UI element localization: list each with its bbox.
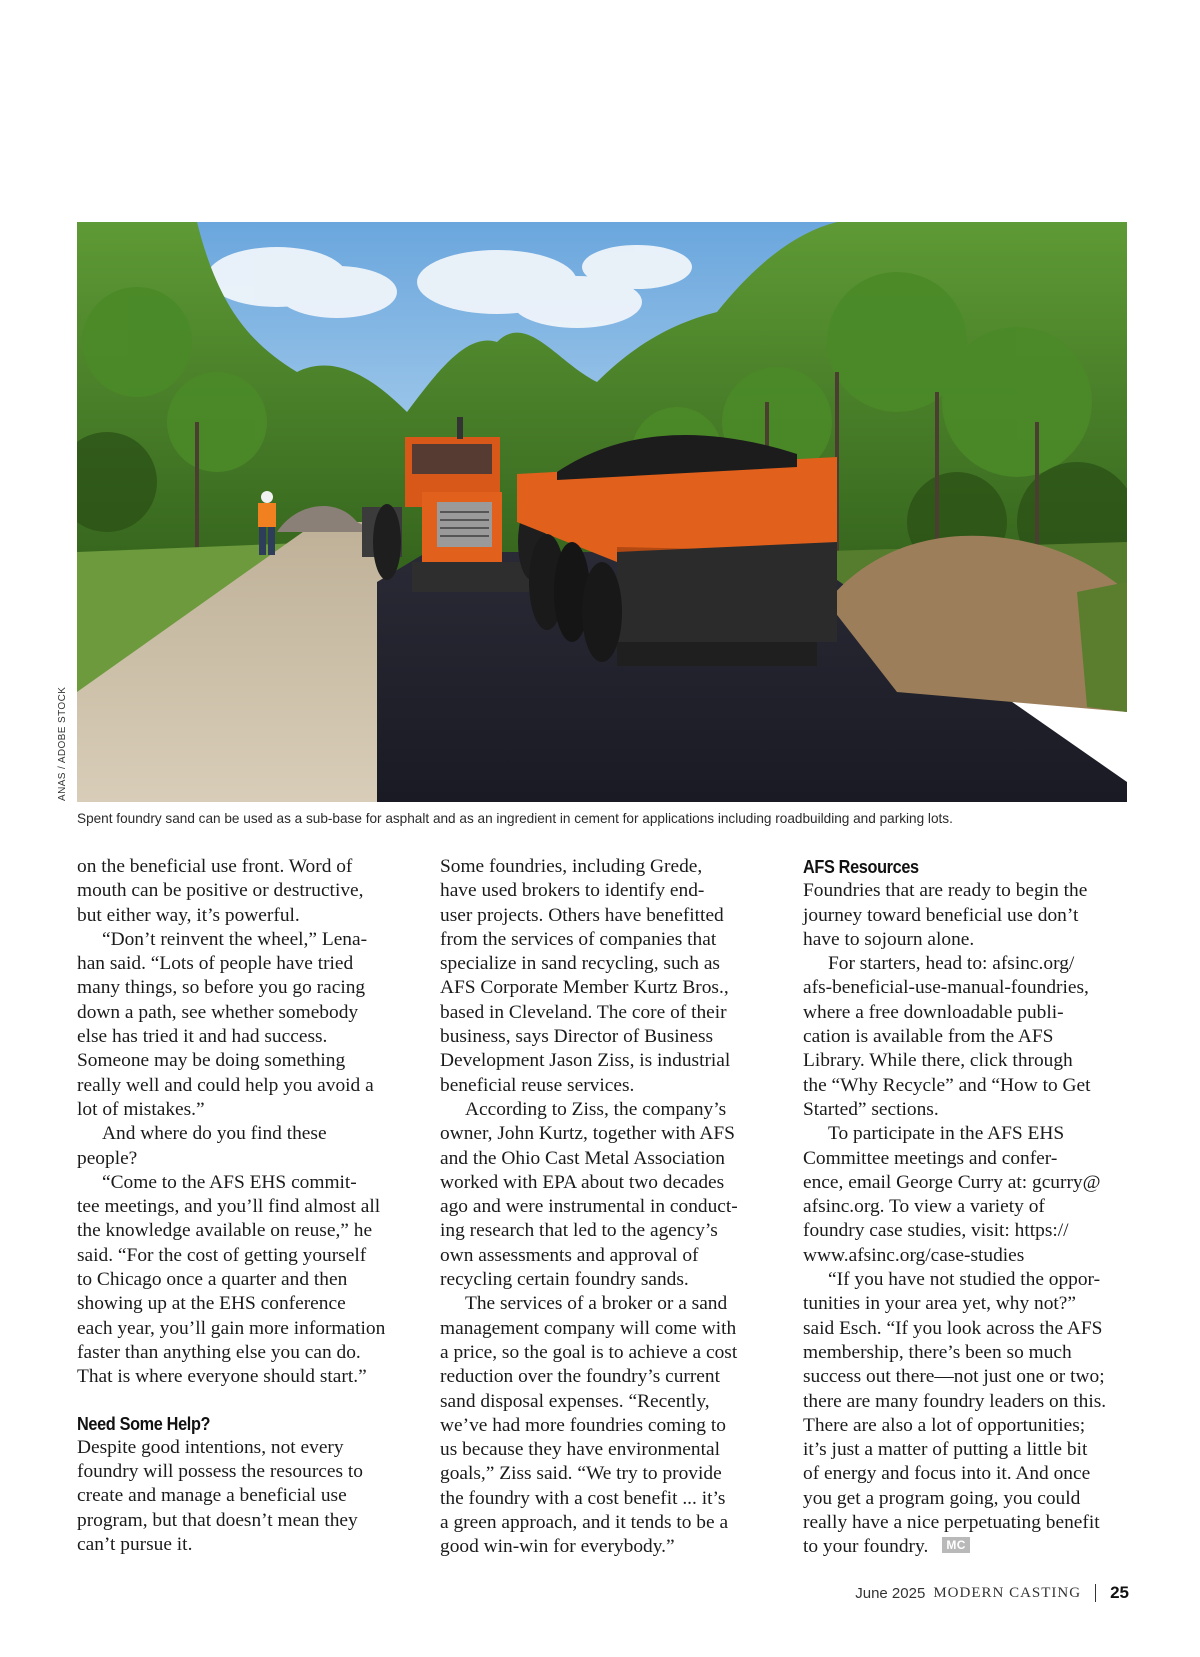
line-text: to Chicago once a quarter and then [77,1269,348,1291]
photo-caption: Spent foundry sand can be used as a sub-base for asphalt and as an ingredient in cement for applications including roadbuilding and parking lots. [77,811,953,826]
line-text: Despite good intentions, not every [77,1436,344,1458]
line-text: of energy and focus into it. And once [803,1463,1091,1485]
line-text: many things, so before you go racing [77,977,366,999]
line-text: there are many foundry leaders on this. [803,1390,1107,1412]
line-text: and the Ohio Cast Metal Association [440,1147,725,1169]
text-line [440,1341,775,1365]
text-line [803,1462,1133,1486]
line-text: Library. While there, click through [803,1050,1073,1072]
photo-credit: ANAS / ADOBE STOCK [57,686,68,801]
text-line [77,1049,409,1073]
line-text: There are also a lot of opportunities; [803,1414,1086,1436]
text-line [440,904,775,928]
line-text: reduction over the foundry’s current [440,1366,720,1388]
text-line [803,904,1133,928]
line-text: from the services of companies that [440,928,717,950]
paragraph [803,879,1133,952]
text-line [77,1533,409,1557]
line-text: showing up at the EHS conference [77,1293,346,1315]
section-heading: AFS Resources [803,856,919,877]
line-text: lot of mistakes.” [77,1098,205,1120]
line-text: faster than anything else you can do. [77,1341,361,1363]
dump-trailer [517,435,837,666]
text-line [803,1438,1133,1462]
line-text: program, but that doesn’t mean they [77,1509,358,1531]
text-line [440,1535,775,1559]
line-text: And where do you find these [102,1123,327,1145]
line-text: but either way, it’s powerful. [77,904,300,926]
line-text: else has tried it and had success. [77,1026,328,1048]
paragraph [803,952,1133,1122]
text-line [77,1317,409,1341]
line-text: it’s just a matter of putting a little bit [803,1439,1088,1461]
text-line [440,1171,775,1195]
page-number: 25 [1110,1583,1129,1602]
paragraph [440,855,775,1098]
line-text: us because they have environmental [440,1439,720,1461]
page-footer [855,1583,1129,1603]
text-line [803,1001,1133,1025]
line-text: success out there—not just one or two; [803,1366,1105,1388]
text-line [803,928,1133,952]
text-line [440,1292,775,1316]
article-photo [77,222,1127,802]
line-text: really well and could help you avoid a [77,1074,374,1096]
publication-name: MODERN CASTING [933,1584,1082,1601]
text-line [803,1049,1133,1073]
text-line [77,1484,409,1508]
line-text: can’t pursue it. [77,1534,193,1556]
text-line [77,1460,409,1484]
line-text: According to Ziss, the company’s [465,1098,727,1120]
article-column-3 [803,855,1133,1560]
text-line [803,1341,1133,1365]
line-text: the knowledge available on reuse,” he [77,1220,373,1242]
text-line [77,1268,409,1292]
paragraph [77,1171,409,1390]
text-line [77,1195,409,1219]
line-text: Committee meetings and confer- [803,1147,1058,1169]
text-line [440,1390,775,1414]
line-text: foundry will possess the resources to [77,1461,363,1483]
line-text: For starters, head to: afsinc.org/ [828,953,1075,975]
line-text: tunities in your area yet, why not?” [803,1293,1077,1315]
line-text: the foundry with a cost benefit ... it’s [440,1487,726,1509]
text-line [77,1436,409,1460]
text-line [803,976,1133,1000]
article-column-2 [440,855,775,1560]
text-line [440,855,775,879]
text-line [77,952,409,976]
text-line [440,1487,775,1511]
text-line [440,1025,775,1049]
text-line [803,952,1133,976]
line-text: tee meetings, and you’ll find almost all [77,1196,381,1218]
text-line [803,1365,1133,1389]
text-line [440,1462,775,1486]
line-text: sand disposal expenses. “Recently, [440,1390,710,1412]
paragraph [440,1098,775,1292]
text-line [440,1147,775,1171]
text-line [440,1122,775,1146]
text-line [77,1509,409,1533]
line-text: good win-win for everybody.” [440,1536,675,1558]
line-text: the “Why Recycle” and “How to Get [803,1074,1091,1096]
line-text: membership, there’s been so much [803,1341,1072,1363]
line-text: a price, so the goal is to achieve a cost [440,1341,738,1363]
line-text: “If you have not studied the oppor- [828,1269,1101,1291]
issue-date: June 2025 [855,1584,926,1602]
section-gap [77,1390,409,1412]
text-line [803,1195,1133,1219]
line-text: Someone may be doing something [77,1050,346,1072]
paragraph [77,928,409,1122]
line-text: down a path, see whether somebody [77,1001,359,1023]
text-line [77,1001,409,1025]
text-line [803,1317,1133,1341]
line-text: The services of a broker or a sand [465,1293,728,1315]
line-text: ago and were instrumental in conduct- [440,1196,738,1218]
line-text: you get a program going, you could [803,1487,1081,1509]
text-line [77,1171,409,1195]
text-line [440,1098,775,1122]
text-line [440,1049,775,1073]
text-line [440,1195,775,1219]
line-text: owner, John Kurtz, together with AFS [440,1123,735,1145]
paragraph [77,1436,409,1557]
text-line [440,976,775,1000]
text-line [803,879,1133,903]
paragraph [440,1292,775,1559]
line-text: Some foundries, including Grede, [440,856,703,877]
line-text: a green approach, and it tends to be a [440,1512,729,1534]
text-line [77,855,409,879]
line-text: have used brokers to identify end- [440,880,705,902]
text-line [77,1074,409,1098]
line-text: said. “For the cost of getting yourself [77,1244,367,1266]
line-text: AFS Corporate Member Kurtz Bros., [440,977,729,999]
text-line [803,1219,1133,1243]
text-line [77,1219,409,1243]
line-text: foundry case studies, visit: https:// [803,1220,1069,1242]
text-line [803,1025,1133,1049]
line-text: cation is available from the AFS [803,1026,1054,1048]
text-line [440,1219,775,1243]
text-line [440,1001,775,1025]
line-text: ence, email George Curry at: gcurry@ [803,1171,1101,1193]
text-line [77,1365,409,1389]
paragraph [77,1122,409,1171]
text-line [77,1122,409,1146]
line-text: to your foundry. [803,1536,929,1558]
paragraph [803,1268,1133,1560]
line-text: specialize in sand recycling, such as [440,953,720,975]
text-line [77,976,409,1000]
line-text: own assessments and approval of [440,1244,699,1266]
line-text: based in Cleveland. The core of their [440,1001,727,1023]
text-line [803,1098,1133,1122]
line-text: where a free downloadable publi- [803,1001,1064,1023]
text-line [77,904,409,928]
text-line [77,1292,409,1316]
line-text: To participate in the AFS EHS [828,1123,1065,1145]
line-text: ing research that led to the agency’s [440,1220,718,1242]
text-line [440,1074,775,1098]
line-text: worked with EPA about two decades [440,1171,725,1193]
line-text: Development Jason Ziss, is industrial [440,1050,731,1072]
line-text: mouth can be positive or destructive, [77,880,364,902]
text-line [77,879,409,903]
line-text: afs-beneficial-use-manual-foundries, [803,977,1089,999]
end-of-article-mark: MC [942,1537,970,1553]
text-line [77,1244,409,1268]
text-line [440,952,775,976]
line-text: han said. “Lots of people have tried [77,953,354,975]
text-line [440,1365,775,1389]
text-line [440,1414,775,1438]
line-text: goals,” Ziss said. “We try to provide [440,1463,722,1485]
text-line [77,1341,409,1365]
text-line [803,1292,1133,1316]
text-line [77,1147,409,1171]
line-text: www.afsinc.org/case-studies [803,1244,1025,1266]
text-line [803,1535,1133,1559]
line-text: Started” sections. [803,1098,939,1120]
line-text: we’ve had more foundries coming to [440,1414,726,1436]
text-line [440,1511,775,1535]
line-text: Foundries that are ready to begin the [803,880,1088,902]
paragraph [77,855,409,928]
line-text: said Esch. “If you look across the AFS [803,1317,1103,1339]
line-text: have to sojourn alone. [803,928,975,950]
line-text: people? [77,1147,138,1169]
text-line [77,1025,409,1049]
line-text: user projects. Others have benefitted [440,904,724,926]
text-line [803,1414,1133,1438]
text-line [803,1147,1133,1171]
line-text: on the beneficial use front. Word of [77,856,353,877]
text-line [440,1268,775,1292]
line-text: afsinc.org. To view a variety of [803,1196,1045,1218]
text-line [803,1487,1133,1511]
text-line [77,1098,409,1122]
line-text: “Come to the AFS EHS commit- [102,1171,357,1193]
section-heading: Need Some Help? [77,1412,211,1434]
road-paving-illustration [77,222,1127,802]
text-line [803,1268,1133,1292]
footer-divider [1095,1584,1096,1602]
text-line [440,1244,775,1268]
text-line [440,1438,775,1462]
line-text: That is where everyone should start.” [77,1366,367,1388]
line-text: “Don’t reinvent the wheel,” Lena- [102,928,368,950]
text-line [77,928,409,952]
line-text: journey toward beneficial use don’t [803,904,1079,926]
line-text: recycling certain foundry sands. [440,1269,689,1291]
line-text: each year, you’ll gain more information [77,1317,386,1339]
paragraph [803,1122,1133,1268]
text-line [803,1511,1133,1535]
line-text: really have a nice perpetuating benefit [803,1512,1100,1534]
article-column-1 [77,855,409,1557]
line-text: create and manage a beneficial use [77,1485,347,1507]
line-text: beneficial reuse services. [440,1074,635,1096]
text-line [803,1171,1133,1195]
text-line [440,879,775,903]
line-text: management company will come with [440,1317,737,1339]
text-line [440,1317,775,1341]
text-line [803,1390,1133,1414]
text-line [803,1244,1133,1268]
text-line [440,928,775,952]
text-line [803,1122,1133,1146]
text-line [803,1074,1133,1098]
line-text: business, says Director of Business [440,1026,714,1048]
